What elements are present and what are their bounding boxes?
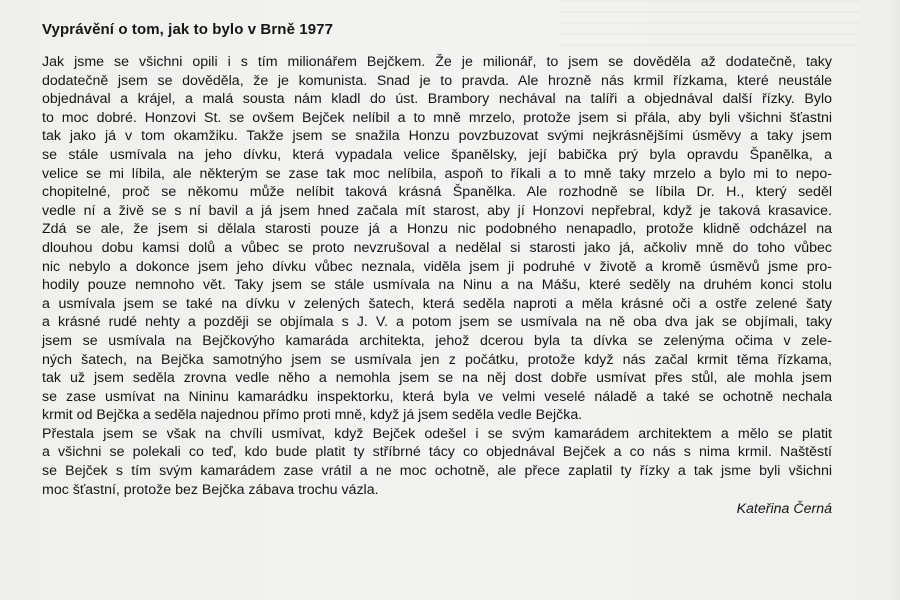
text-line: Zdá se ale, že jsem si dělala starosti pouze já a Honzu nic podobného nenapadlo, protože klidně odcházel na bbox=[42, 221, 832, 238]
bleed-through bbox=[560, 0, 860, 48]
text-line: a usmívala jsem se také na dívku v zelených šatech, která seděla naproti a měla krásné oči a ostře zelené šaty bbox=[42, 295, 832, 312]
page-edge bbox=[886, 0, 900, 600]
text-line: tak už jsem seděla zrovna vedle něho a nemohla jsem se na něj dost dobře usmívat přes stůl, ale mohla jsem bbox=[42, 370, 832, 387]
text-line: ných šatech, na Bejčka samotnýho jsem se usmívala jen z počátku, protože když nás začal krmit těma řízkama, bbox=[42, 351, 832, 368]
text-line: chopitelné, proč se někomu může nelíbit taková krásná Španělka. Ale rozhodně se líbila Dr. H., který seděl bbox=[42, 184, 832, 201]
article-body bbox=[42, 53, 832, 499]
signature-row bbox=[42, 501, 832, 520]
text-line: se Bejček s tím svým kamarádem zase vrátil a ne moc ochotně, ale přece zaplatil ty řízky a tak jsme byli všichni bbox=[42, 463, 832, 480]
text-line: Jak jsme se všichni opili i s tím milionářem Bejčkem. Že je milionář, to jsem se dověděla až dodatečně, taky bbox=[42, 54, 832, 70]
text-line: dlouhou dobu kamsi dolů a vůbec se proto nevzrušoval a nedělal si starosti jako já, ačkoliv mně do toho vůbec bbox=[42, 239, 832, 256]
text-line: krmit od Bejčka a seděla najednou přímo proti mně, když já jsem seděla vedle Bejčka. bbox=[42, 407, 583, 424]
text-line: nic nebylo a dokonce jsem jeho dívku vůbec neznala, viděla jsem ji podruhé v životě a kromě úsměvů jsme pro- bbox=[42, 258, 832, 275]
text-line: hodily pouze nemnoho vět. Taky jsem se stále usmívala na Ninu a na Mášu, které seděly na druhém konci stolu bbox=[42, 277, 832, 294]
text-line: se stále usmívala na jeho dívku, která vypadala velice španělsky, její babička prý byla opravdu Španělka, a bbox=[42, 146, 832, 163]
text-line: a krásné rudé nehty a později se objímala s J. V. a potom jsem se usmívala na ně oba dva jak se objímali, taky bbox=[42, 314, 832, 331]
text-line: velice se mi líbila, ale některým se zase tak moc nelíbila, aspoň to říkali a to mně taky mrzelo a bylo mi to nepo- bbox=[42, 165, 832, 182]
text-line: objednával a krájel, a malá sousta nám kladl do úst. Brambory nechával na talíři a objednával další řízky. Bylo bbox=[42, 91, 832, 108]
text-line: dodatečně jsem se dověděla, že je komunista. Snad je to pravda. Ale hrozně nás krmil řízkama, které neustále bbox=[42, 72, 832, 89]
text-line: se zase usmívat na Nininu kamarádku inspektorku, která byla ve velmi veselé náladě a také se ochotně nechala bbox=[42, 388, 832, 405]
text-line: jsem se usmívala na Bejčkovýho kamaráda architekta, jehož dcerou byla ta dívka se zelenýma očima v zele- bbox=[42, 332, 832, 349]
text-line: moc šťastní, protože bez Bejčka zábava trochu vázla. bbox=[42, 481, 379, 498]
text-line: to moc dobré. Honzovi St. se ovšem Bejček nelíbil a to mně mrzelo, protože jsem si přála, aby byli všichni šťastni bbox=[42, 109, 832, 126]
text-line: Přestala jsem se však na chvíli usmívat, když Bejček odešel i se svým kamarádem architektem a mělo se platit bbox=[42, 425, 832, 442]
text-line: a všichni se polekali co teď, kdo bude platit ty stříbrné tácy co objednával Bejček a co nás s nima krmil. Naštěstí bbox=[42, 444, 832, 461]
text-line: vedle ní a živě se s ní bavil a já jsem hned začala mít starost, aby jí Honzovi nepřebral, když je taková krasavice. bbox=[42, 202, 832, 219]
text-line: tak jako já v tom okamžiku. Takže jsem se snažila Honzu povzbuzovat svými nejkrásnějšími úsměvy a taky jsem bbox=[42, 128, 832, 145]
author-signature: Kateřina Černá bbox=[736, 500, 832, 517]
article-title: Vyprávění o tom, jak to bylo v Brně 1977 bbox=[42, 21, 334, 38]
